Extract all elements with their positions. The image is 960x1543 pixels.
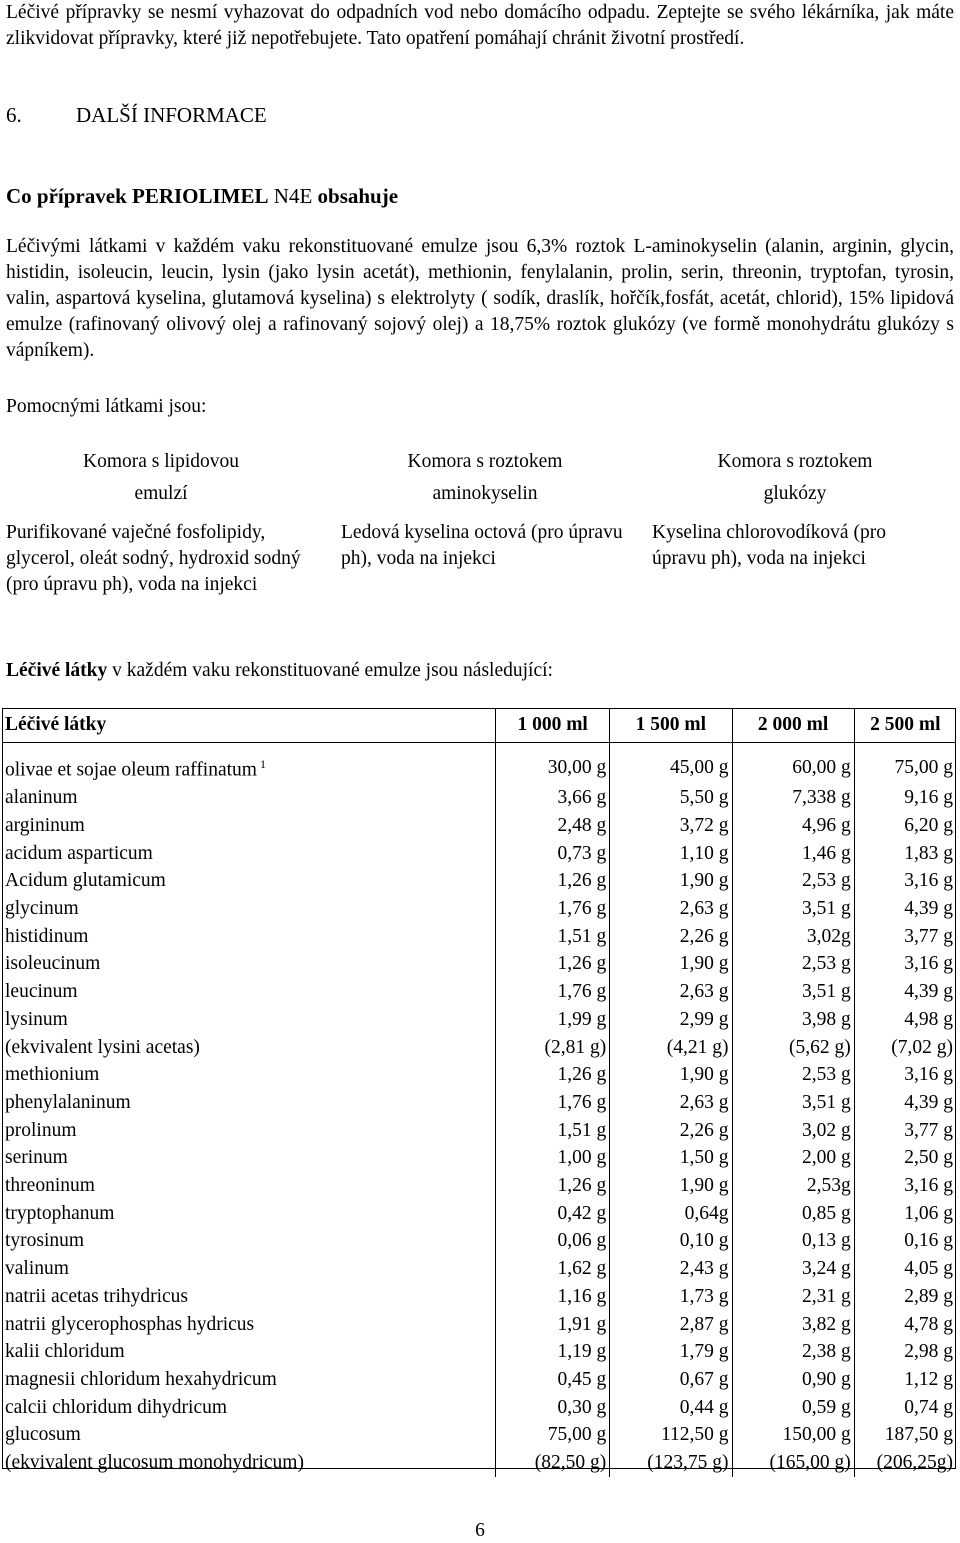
amount-cell: 3,77 g (854, 923, 956, 951)
substance-name: isoleucinum (5, 953, 101, 975)
amount-cell: 0,30 g (496, 1394, 610, 1422)
amount-cell: 1,90 g (610, 1061, 732, 1089)
amount-cell: 2,00 g (732, 1144, 854, 1172)
amount-cell: 0,67 g (610, 1366, 732, 1394)
amount-cell: 1,83 g (854, 840, 956, 868)
amount-cell: 2,50 g (854, 1144, 956, 1172)
substance-name: leucinum (5, 981, 78, 1003)
amount-cell: 3,98 g (732, 1006, 854, 1034)
substance-name: tryptophanum (5, 1202, 115, 1224)
amount-cell: 75,00 g (854, 743, 956, 785)
amount-cell: 2,63 g (610, 895, 732, 923)
table-row (2, 1061, 956, 1089)
subheading-bold-end: obsahuje (317, 184, 399, 208)
amount-cell: 3,77 g (854, 1117, 956, 1145)
amount-cell: (4,21 g) (610, 1034, 732, 1062)
table-intro (6, 658, 553, 684)
table-intro-rest: v každém vaku rekonstituované emulze jsou následující: (107, 660, 553, 681)
amount-cell: 2,53g (732, 1172, 854, 1200)
substance-name: prolinum (5, 1119, 77, 1141)
amount-cell: 2,53 g (732, 950, 854, 978)
substance-name: olivae et sojae oleum raffinatum $^1$ (5, 757, 266, 781)
amount-cell: 1,19 g (496, 1338, 610, 1366)
amount-cell: 2,98 g (854, 1338, 956, 1366)
table-row (2, 867, 956, 895)
amount-cell: (5,62 g) (732, 1034, 854, 1062)
amount-cell: 0,10 g (610, 1227, 732, 1255)
substance-name: (ekvivalent lysini acetas) (5, 1036, 200, 1058)
amount-cell: 2,48 g (496, 812, 610, 840)
amount-cell: 3,51 g (732, 1089, 854, 1117)
page-number: 6 (475, 1520, 485, 1541)
amount-cell: 4,39 g (854, 895, 956, 923)
chamber-glucose-heading (640, 446, 950, 510)
amount-cell: (82,50 g) (496, 1449, 610, 1477)
amount-cell: 4,39 g (854, 978, 956, 1006)
amount-cell: 0,59 g (732, 1394, 854, 1422)
amount-cell: 0,64g (610, 1200, 732, 1228)
section-number: 6. (6, 103, 22, 127)
amount-cell: 3,16 g (854, 1172, 956, 1200)
amount-cell: 150,00 g (732, 1421, 854, 1449)
amount-cell: 3,02 g (732, 1117, 854, 1145)
chamber-lipid-heading-line1: Komora s lipidovou (83, 451, 239, 472)
amount-cell: 6,20 g (854, 812, 956, 840)
chamber-lipid-content: Purifikované vaječné fosfolipidy, glycerol, oleát sodný, hydroxid sodný (pro úpravu ph), voda na injekci (6, 522, 301, 595)
table-row (2, 1034, 956, 1062)
amount-cell: (123,75 g) (610, 1449, 732, 1477)
chamber-amino-heading-line2: aminokyselin (432, 483, 538, 504)
amount-cell: 0,90 g (732, 1366, 854, 1394)
table-row (2, 1255, 956, 1283)
amount-cell: 2,99 g (610, 1006, 732, 1034)
amount-cell: (7,02 g) (854, 1034, 956, 1062)
table-row (2, 1311, 956, 1339)
amount-cell: 1,51 g (496, 1117, 610, 1145)
amount-cell: (2,81 g) (496, 1034, 610, 1062)
amount-cell: 0,85 g (732, 1200, 854, 1228)
amount-cell: 187,50 g (854, 1421, 956, 1449)
amount-cell: 1,26 g (496, 1061, 610, 1089)
amount-cell: 1,62 g (496, 1255, 610, 1283)
header-1500ml: 1 500 ml (610, 708, 732, 743)
table-row (2, 1394, 956, 1422)
subheading-bold: Co přípravek PERIOLIMEL (6, 184, 269, 208)
chamber-glucose-content: Kyselina chlorovodíková (pro úpravu ph), voda na injekci (652, 522, 886, 569)
amount-cell: 3,02g (732, 923, 854, 951)
amount-cell: 1,73 g (610, 1283, 732, 1311)
table-header-row (2, 708, 956, 743)
substance-name: serinum (5, 1147, 68, 1169)
excipients-label: Pomocnými látkami jsou: (6, 396, 207, 417)
header-1000ml: 1 000 ml (496, 708, 610, 743)
chamber-glucose-heading-line2: glukózy (763, 483, 827, 504)
amount-cell: 1,26 g (496, 950, 610, 978)
table-row (2, 1144, 956, 1172)
substance-name: glycinum (5, 898, 79, 920)
amount-cell: 0,06 g (496, 1227, 610, 1255)
section-heading (6, 102, 267, 128)
amount-cell: 1,90 g (610, 950, 732, 978)
amount-cell: 1,06 g (854, 1200, 956, 1228)
substance-name: natrii acetas trihydricus (5, 1285, 189, 1307)
amount-cell: 2,63 g (610, 1089, 732, 1117)
amount-cell: 1,51 g (496, 923, 610, 951)
table-row (2, 1366, 956, 1394)
substance-name: magnesii chloridum hexahydricum (5, 1368, 277, 1390)
amount-cell: 1,26 g (496, 1172, 610, 1200)
table-row (2, 840, 956, 868)
amount-cell: 4,96 g (732, 812, 854, 840)
table-row (2, 950, 956, 978)
substance-name: threoninum (5, 1175, 95, 1197)
table-row (2, 1449, 956, 1477)
substance-name: kalii chloridum (5, 1341, 125, 1363)
header-2500ml: 2 500 ml (854, 708, 956, 743)
section-title: DALŠÍ INFORMACE (76, 103, 267, 127)
amount-cell: 3,72 g (610, 812, 732, 840)
amount-cell: 7,338 g (732, 784, 854, 812)
subheading (6, 183, 398, 209)
amount-cell: 2,53 g (732, 867, 854, 895)
amount-cell: 4,98 g (854, 1006, 956, 1034)
amount-cell: 1,46 g (732, 840, 854, 868)
amount-cell: 2,87 g (610, 1311, 732, 1339)
disposal-paragraph: Léčivé přípravky se nesmí vyhazovat do odpadních vod nebo domácího odpadu. Zeptejte se svého lékárníka, jak máte zlikvidovat přípravky, které již nepotřebujete. Tato opatření pomáhají chránit životní prostředí. (6, 2, 954, 49)
chamber-amino-content: Ledová kyselina octová (pro úpravu ph), voda na injekci (341, 522, 623, 569)
amount-cell: 2,26 g (610, 1117, 732, 1145)
amount-cell: 4,05 g (854, 1255, 956, 1283)
table-row (2, 923, 956, 951)
amount-cell: 0,45 g (496, 1366, 610, 1394)
table-row (2, 1117, 956, 1145)
amount-cell: 2,43 g (610, 1255, 732, 1283)
amount-cell: 1,91 g (496, 1311, 610, 1339)
substance-name: argininum (5, 814, 85, 836)
substance-name: tyrosinum (5, 1230, 85, 1252)
amount-cell: 1,26 g (496, 867, 610, 895)
amount-cell: 1,10 g (610, 840, 732, 868)
amount-cell: 1,90 g (610, 1172, 732, 1200)
substance-name: histidinum (5, 925, 89, 947)
header-2000ml: 2 000 ml (732, 708, 854, 743)
amount-cell: (206,25g) (854, 1449, 956, 1477)
amount-cell: 1,16 g (496, 1283, 610, 1311)
amount-cell: 3,51 g (732, 978, 854, 1006)
footnote-marker: 1 (259, 757, 266, 771)
amount-cell: 4,39 g (854, 1089, 956, 1117)
amount-cell: 0,16 g (854, 1227, 956, 1255)
amount-cell: 1,12 g (854, 1366, 956, 1394)
amount-cell: 112,50 g (610, 1421, 732, 1449)
substance-name: natrii glycerophosphas hydricus (5, 1313, 255, 1335)
chamber-amino-heading-line1: Komora s roztokem (407, 451, 563, 472)
amount-cell: 0,74 g (854, 1394, 956, 1422)
table-row (2, 1006, 956, 1034)
amount-cell: 1,99 g (496, 1006, 610, 1034)
amount-cell: 1,79 g (610, 1338, 732, 1366)
amount-cell: 2,89 g (854, 1283, 956, 1311)
table-row (2, 812, 956, 840)
table-row (2, 895, 956, 923)
active-substances-table (2, 708, 956, 1477)
table-row (2, 1172, 956, 1200)
amount-cell: (165,00 g) (732, 1449, 854, 1477)
amount-cell: 45,00 g (610, 743, 732, 785)
amount-cell: 0,13 g (732, 1227, 854, 1255)
amount-cell: 3,24 g (732, 1255, 854, 1283)
substance-name: methionium (5, 1064, 100, 1086)
amount-cell: 9,16 g (854, 784, 956, 812)
chamber-lipid-heading (6, 446, 316, 510)
substance-name: lysinum (5, 1008, 68, 1030)
amount-cell: 30,00 g (496, 743, 610, 785)
substance-name: phenylalaninum (5, 1091, 131, 1113)
substance-name: glucosum (5, 1424, 81, 1446)
active-substances-paragraph: Léčivými látkami v každém vaku rekonstituované emulze jsou 6,3% roztok L-aminokyselin (alanin, arginin, glycin, histidin, isoleucin, leucin, lysin (jako lysin acetát), methionin, fenylalanin, prolin, serin, threonin, tryptofan, tyrosin, valin, aspartová kyselina, glutamová kyselina) s elektrolyty ( sodík, draslík, hořčík,fosfát, acetát, chlorid), 15% lipidová emulze (rafinovaný olivový olej a rafinovaný sojový olej) a 18,75% roztok glukózy (ve formě monohydrátu glukózy s vápníkem). (6, 236, 954, 361)
amount-cell: 60,00 g (732, 743, 854, 785)
amount-cell: 3,16 g (854, 867, 956, 895)
substance-name: (ekvivalent glucosum monohydricum) (5, 1452, 304, 1474)
amount-cell: 2,31 g (732, 1283, 854, 1311)
substance-name: acidum asparticum (5, 842, 153, 864)
table-row (2, 1200, 956, 1228)
table-intro-bold: Léčivé látky (6, 660, 108, 681)
amount-cell: 2,63 g (610, 978, 732, 1006)
chamber-glucose-heading-line1: Komora s roztokem (717, 451, 873, 472)
amount-cell: 2,53 g (732, 1061, 854, 1089)
chamber-amino-heading (330, 446, 640, 510)
amount-cell: 3,51 g (732, 895, 854, 923)
amount-cell: 0,44 g (610, 1394, 732, 1422)
amount-cell: 1,76 g (496, 978, 610, 1006)
table-row (2, 1338, 956, 1366)
amount-cell: 0,42 g (496, 1200, 610, 1228)
substance-name: valinum (5, 1258, 69, 1280)
amount-cell: 0,73 g (496, 840, 610, 868)
header-substance: Léčivé látky (2, 708, 496, 743)
amount-cell: 1,76 g (496, 1089, 610, 1117)
amount-cell: 2,26 g (610, 923, 732, 951)
table-row (2, 1421, 956, 1449)
amount-cell: 3,16 g (854, 950, 956, 978)
amount-cell: 3,66 g (496, 784, 610, 812)
amount-cell: 75,00 g (496, 1421, 610, 1449)
amount-cell: 1,00 g (496, 1144, 610, 1172)
amount-cell: 3,16 g (854, 1061, 956, 1089)
amount-cell: 1,90 g (610, 867, 732, 895)
substance-name: alaninum (5, 787, 78, 809)
table-row (2, 1089, 956, 1117)
amount-cell: 1,50 g (610, 1144, 732, 1172)
table-row (2, 743, 956, 785)
table-row (2, 1283, 956, 1311)
substance-name: calcii chloridum dihydricum (5, 1396, 228, 1418)
amount-cell: 4,78 g (854, 1311, 956, 1339)
table-row (2, 978, 956, 1006)
table-row (2, 784, 956, 812)
table-row (2, 1227, 956, 1255)
substance-name: Acidum glutamicum (5, 870, 166, 892)
amount-cell: 5,50 g (610, 784, 732, 812)
amount-cell: 1,76 g (496, 895, 610, 923)
subheading-product: N4E (268, 184, 318, 208)
amount-cell: 2,38 g (732, 1338, 854, 1366)
chamber-lipid-heading-line2: emulzí (134, 483, 188, 504)
amount-cell: 3,82 g (732, 1311, 854, 1339)
